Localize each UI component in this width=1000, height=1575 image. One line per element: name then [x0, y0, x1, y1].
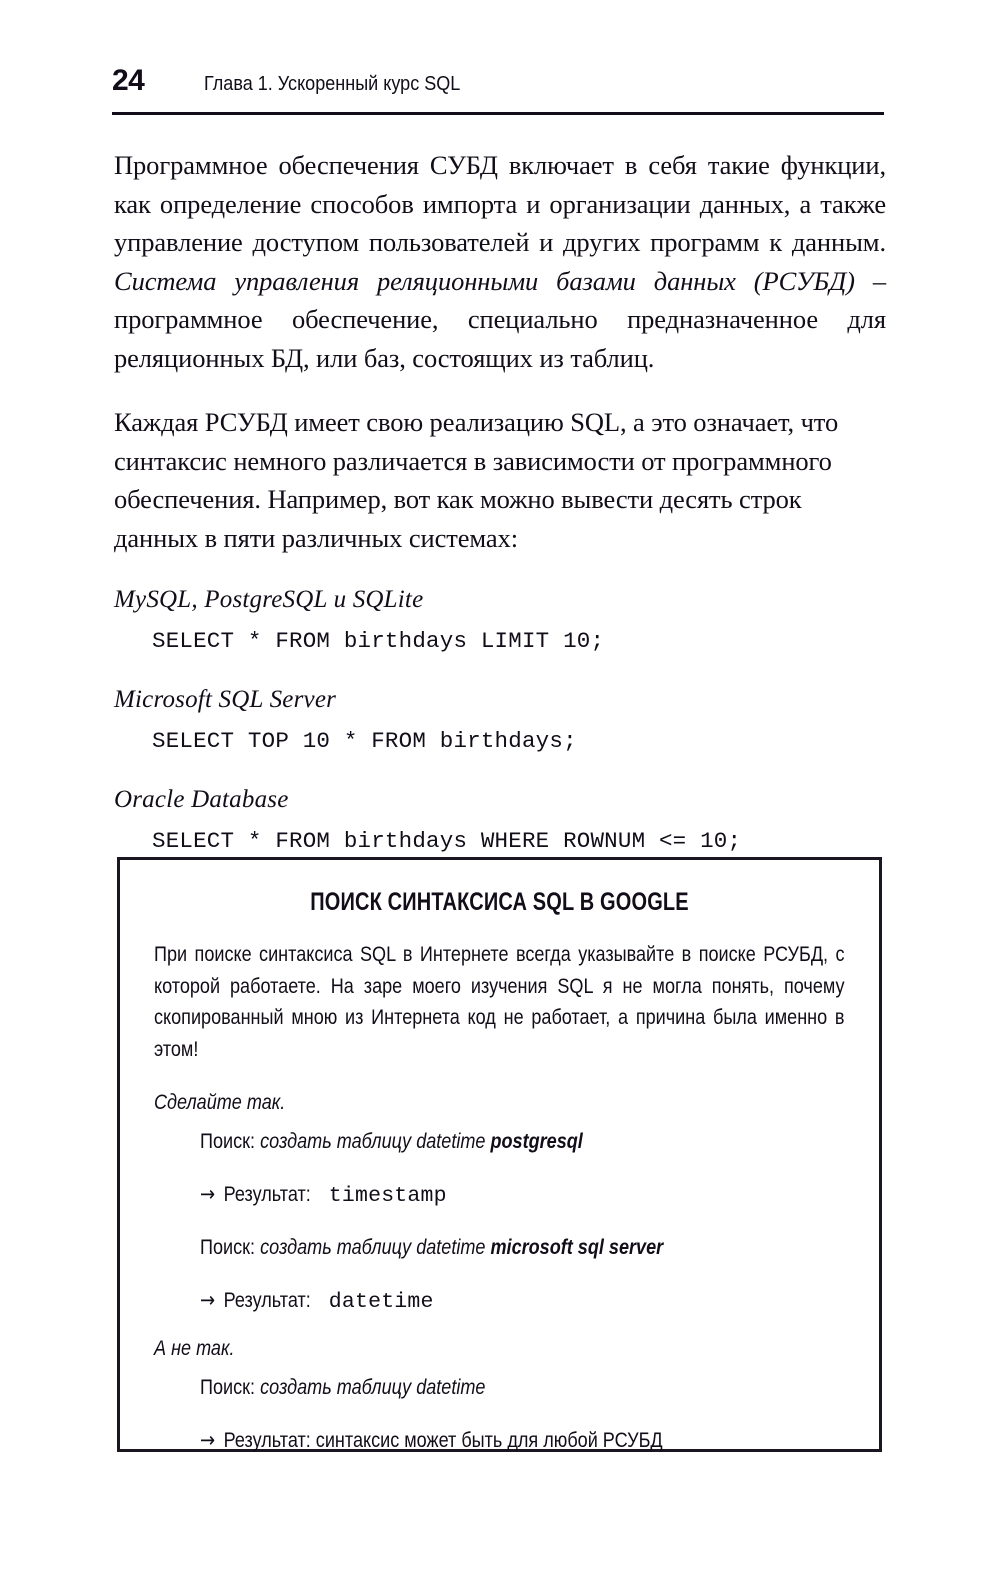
para1-text-after: – программное обеспечение, специально предназначенное для реляционных БД, или баз, состоящих из таблиц.: [114, 265, 886, 373]
example-code-2: SELECT * FROM birthdays WHERE ROWNUM <= 10;: [152, 828, 742, 854]
search-query-bold-0: postgresql: [490, 1130, 583, 1153]
arrow-right-icon: →: [200, 1288, 216, 1312]
example-code-0: SELECT * FROM birthdays LIMIT 10;: [152, 628, 605, 654]
search-query-italic-0: создать таблицу datetime: [260, 1130, 491, 1153]
running-head: [112, 66, 884, 112]
example-system-heading-2: Oracle Database: [114, 786, 289, 813]
arrow-right-icon: →: [200, 1428, 216, 1452]
para1-term-italic: Система управления реляционными базами данных (РСУБД): [114, 265, 855, 296]
callout-dont-result-0: [154, 1417, 845, 1464]
result-value-0: timestamp: [328, 1184, 447, 1208]
page-number: 24: [112, 64, 145, 97]
callout-do-search-1: [154, 1225, 845, 1271]
callout-do-result-0: [154, 1171, 845, 1219]
callout-box: [117, 857, 882, 1452]
result-label-2: Результат:: [223, 1429, 311, 1452]
search-label-1: Поиск:: [200, 1236, 256, 1259]
example-system-heading-0: MySQL, PostgreSQL и SQLite: [114, 586, 424, 613]
paragraph-rdbms-definition: [114, 146, 886, 377]
para1-text-before: Программное обеспечения СУБД включает в себя такие функции, как определение способов импорта и организации данных, а также управление доступом пользователей и других программ к данным.: [114, 150, 886, 257]
result-label-1: Результат:: [223, 1289, 311, 1312]
example-system-heading-1: Microsoft SQL Server: [114, 686, 337, 713]
body-column: [114, 146, 886, 883]
callout-do-search-0: [154, 1119, 845, 1165]
result-value-1: datetime: [328, 1290, 434, 1314]
chapter-title: Глава 1. Ускоренный курс SQL: [204, 72, 461, 95]
callout-dont-label: А не так.: [154, 1337, 235, 1360]
header-rule: [112, 111, 884, 115]
callout-dont-search-0: [154, 1365, 845, 1411]
arrow-right-icon: →: [200, 1182, 216, 1206]
callout-intro-paragraph: При поиске синтаксиса SQL в Интернете всегда указывайте в поиске РСУБД, с которой работаете. На заре моего изучения SQL я не могла понять, почему скопированный мною из Интернета код не работает, а причина была именно в этом!: [154, 943, 845, 1061]
callout-do-label: Сделайте так.: [154, 1091, 286, 1114]
search-query-italic-2: создать таблицу datetime: [260, 1376, 486, 1399]
callout-title: ПОИСК СИНТАКСИСА SQL В GOOGLE: [310, 888, 689, 916]
result-value-2: синтаксис может быть для любой РСУБД: [315, 1429, 663, 1452]
paragraph-sql-dialects: Каждая РСУБД имеет свою реализацию SQL, а это означает, что синтаксис немного различается в зависимости от программного обеспечения. Например, вот как можно вывести десять строк данных в пяти различных системах:: [114, 407, 839, 553]
search-query-bold-1: microsoft sql server: [490, 1236, 664, 1259]
result-label-0: Результат:: [223, 1183, 311, 1206]
search-label-2: Поиск:: [200, 1376, 256, 1399]
search-label-0: Поиск:: [200, 1130, 256, 1153]
search-query-italic-1: создать таблицу datetime: [260, 1236, 491, 1259]
example-code-1: SELECT TOP 10 * FROM birthdays;: [152, 728, 577, 754]
callout-do-result-1: [154, 1277, 845, 1325]
